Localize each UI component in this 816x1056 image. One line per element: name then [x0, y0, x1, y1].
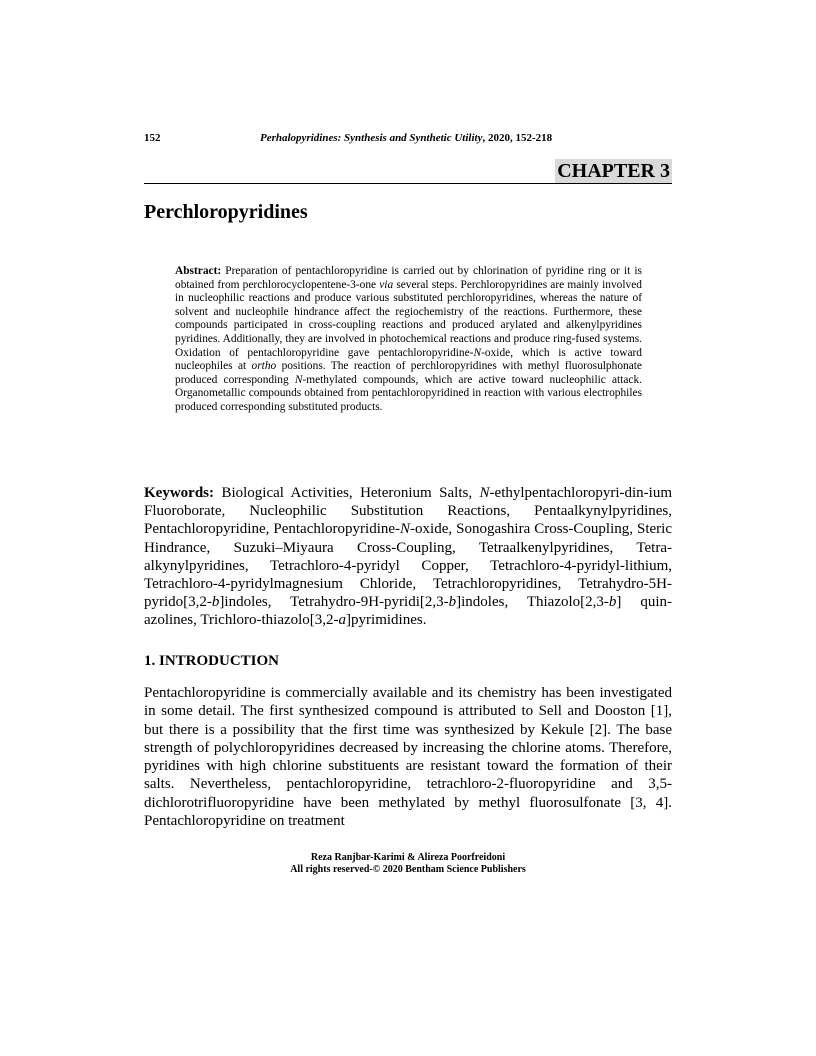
abstract-italic: ortho: [251, 360, 277, 373]
keywords-text: ]indoles, Thiazolo[2,3-: [456, 594, 609, 611]
keywords-italic: b: [211, 594, 220, 611]
abstract: [175, 265, 642, 415]
abstract-text: -oxide, which is active toward nucleophiles at: [175, 346, 642, 373]
journal-title: Perhalopyridines: Synthesis and Synthetic Utility: [260, 132, 483, 144]
footer-authors: Reza Ranjbar-Karimi & Alireza Poorfreidoni: [310, 852, 506, 863]
running-header: [144, 132, 672, 148]
keywords-italic: N: [400, 521, 411, 538]
keywords: [144, 484, 672, 630]
keywords-text: -ethylpentachloropyri-din-ium Fluoroborate, Nucleophilic Substitution Reactions, Pentaalkynylpyridines, Pentachloropyridine, Pentachloropyridine-: [144, 485, 672, 538]
keywords-text: ] quin-azolines, Trichloro-thiazolo[3,2-: [144, 594, 672, 629]
keywords-label: Keywords:: [144, 485, 214, 501]
keywords-italic: a: [338, 612, 347, 629]
keywords-italic: N: [479, 485, 490, 501]
abstract-italic: N: [294, 373, 303, 386]
keywords-text: ]pyrimidines.: [346, 612, 427, 629]
keywords-text: -oxide, Sonogashira Cross-Coupling, Steric Hindrance, Suzuki–Miyaura Cross-Coupling, Tetraalkenylpyridines, Tetra-alkynylpyridines, Tetrachloro-4-pyridyl Copper, Tetrachloro-4-pyridyl-lithium, Tetrachloro-4-pyridylmagnesium Chloride, Tetrachloropyridines, Tetrahydro-5H-pyrido[3,2-: [144, 521, 672, 611]
abstract-text: -methylated compounds, which are active toward nucleophilic attack. Organometallic compounds obtained from pentachloropyridined in reaction with various electrophiles produced corresponding substituted products.: [175, 373, 642, 413]
header-rule: [144, 183, 672, 184]
footer-copyright: All rights reserved-© 2020 Bentham Science Publishers: [290, 864, 526, 875]
journal-details: , 2020, 152-218: [482, 132, 553, 144]
page-number: 152: [144, 132, 161, 144]
abstract-text: Preparation of pentachloropyridine is carried out by chlorination of pyridine ring or it is obtained from perchlorocyclopentene-3-one: [175, 265, 642, 291]
journal-citation: [260, 132, 552, 144]
abstract-italic: N: [473, 346, 482, 359]
section-heading: 1. INTRODUCTION: [144, 653, 280, 669]
keywords-italic: b: [608, 594, 617, 611]
chapter-title: Perchloropyridines: [144, 201, 308, 223]
abstract-label: Abstract:: [175, 265, 222, 277]
abstract-italic: via: [379, 278, 394, 291]
keywords-text: ]indoles, Tetrahydro-9H-pyridi[2,3-: [219, 594, 449, 611]
abstract-text: positions. The reaction of perchloropyridines with methyl fluorosulphonate produced corresponding: [175, 360, 642, 386]
intro-paragraph: Pentachloropyridine is commercially available and its chemistry has been investigated in some detail. The first synthesized compound is attributed to Sell and Dooston [1], but there is a possibility that the first time was synthesized by Kekule [2]. The base strength of polychloropyridines decreased by increasing the chlorine atoms. Therefore, pyridines with high chlorine substituents are resistant toward the formation of their salts. Nevertheless, pentachloropyridine, tetrachloro-2-fluoropyridine and 3,5-dichlorotrifluoropyridine have been methylated by methyl fluorosulfonate [3, 4]. Pentachloropyridine on treatment: [144, 685, 672, 830]
keywords-italic: b: [448, 594, 457, 611]
chapter-label: CHAPTER 3: [557, 160, 670, 182]
abstract-text: several steps. Perchloropyridines are mainly involved in nucleophilic reactions and produce various substituted perchloropyridines, whereas the nature of solvent and nucleophile hindrance affect the regiochemistry of the reactions. Furthermore, these compounds participated in cross-coupling reactions and produced arylated and alkenylpyridines pyridines. Additionally, they are involved in photochemical reactions and produce ring-fused systems. Oxidation of pentachloropyridine gave pentachloropyridine-: [175, 278, 642, 359]
footer: [144, 852, 672, 876]
keywords-text: Biological Activities, Heteronium Salts,: [214, 485, 480, 501]
